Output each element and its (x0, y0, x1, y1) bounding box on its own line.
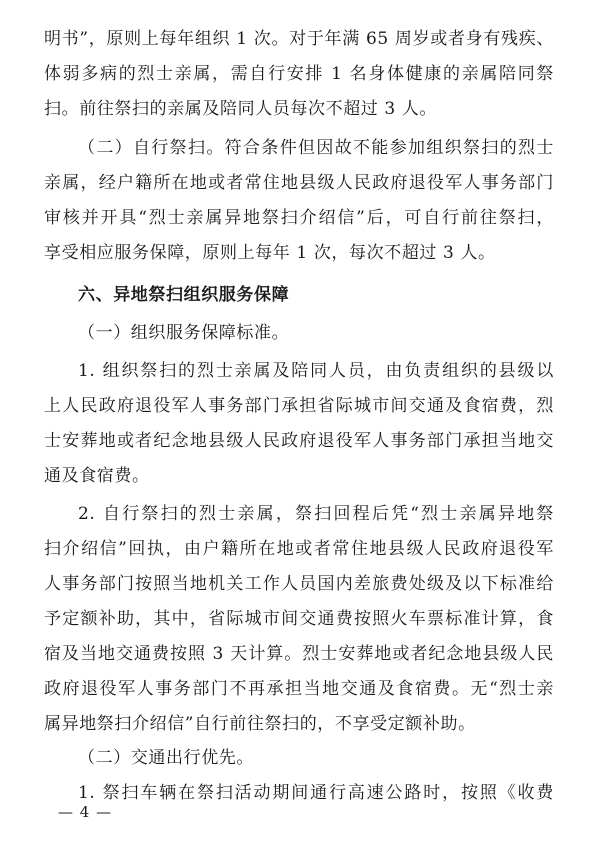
text-line: 宿及当地交通费按照 3 天计算。烈士安葬地或者纪念地县级人民 (44, 644, 554, 664)
text-line: 通及食宿费。 (44, 466, 150, 486)
text-line: 政府退役军人事务部门不再承担当地交通及食宿费。无“烈士亲 (44, 679, 554, 699)
section-heading: 六、异地祭扫组织服务保障 (78, 285, 290, 305)
text-line: 扫介绍信”回执，由户籍所在地或者常住地县级人民政府退役军 (44, 539, 554, 559)
text-line: 士安葬地或者纪念地县级人民政府退役军人事务部门承担当地交 (44, 431, 554, 451)
text-line: 予定额补助，其中，省际城市间交通费按照火车票标准计算，食 (44, 609, 554, 629)
subsection-heading: （二）交通出行优先。 (78, 748, 254, 768)
text-line: 审核并开具“烈士亲属异地祭扫介绍信”后，可自行前往祭扫， (44, 208, 554, 228)
text-line: 1. 组织祭扫的烈士亲属及陪同人员，由负责组织的县级以 (78, 361, 554, 381)
text-line: 体弱多病的烈士亲属，需自行安排 1 名身体健康的亲属陪同祭 (44, 64, 554, 84)
text-line: 明书”，原则上每年组织 1 次。对于年满 65 周岁或者身有残疾、 (44, 29, 554, 49)
text-line: 上人民政府退役军人事务部门承担省际城市间交通及食宿费，烈 (44, 396, 554, 416)
text-line: 属异地祭扫介绍信”自行前往祭扫的，不享受定额补助。 (44, 714, 476, 734)
text-line: 2. 自行祭扫的烈士亲属，祭扫回程后凭“烈士亲属异地祭 (78, 504, 554, 524)
text-line: 人事务部门按照当地机关工作人员国内差旅费处级及以下标准给 (44, 574, 554, 594)
subsection-heading: （一）组织服务保障标准。 (78, 323, 290, 343)
page-number: — 4 — (58, 803, 113, 821)
text-line: （二）自行祭扫。符合条件但因故不能参加组织祭扫的烈士 (78, 138, 554, 158)
text-line: 享受相应服务保障，原则上每年 1 次，每次不超过 3 人。 (44, 243, 496, 263)
text-line: 1. 祭扫车辆在祭扫活动期间通行高速公路时，按照《收费 (78, 783, 554, 803)
text-line: 亲属，经户籍所在地或者常住地县级人民政府退役军人事务部门 (44, 173, 554, 193)
text-line: 扫。前往祭扫的亲属及陪同人员每次不超过 3 人。 (44, 99, 438, 119)
